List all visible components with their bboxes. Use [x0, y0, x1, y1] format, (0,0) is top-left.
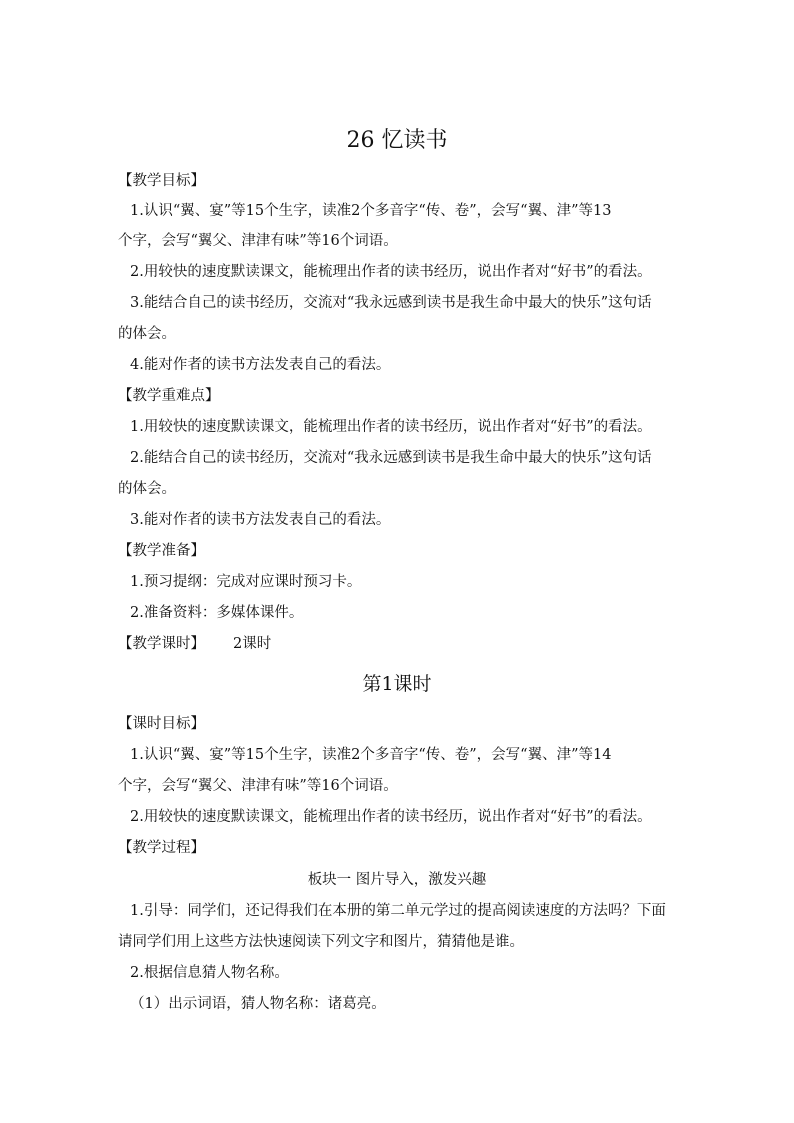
- lesson-goal-1-cont: 个字，会写“翼父、津津有味”等16个词语。: [118, 778, 398, 794]
- document-title: 26 忆读书: [346, 128, 448, 153]
- key-point-2-cont: 的体会。: [118, 481, 176, 497]
- goal-line-1: 1.认识“翼、宴”等15个生字，读准2个多音字“传、卷”，会写“翼、津”等13: [130, 203, 612, 219]
- class-hours-value: 2课时: [233, 636, 272, 652]
- section-heading-teaching-goals: 【教学目标】: [118, 173, 205, 189]
- goal-line-2: 2.用较快的速度默读课文，能梳理出作者的读书经历，说出作者对“好书”的看法。: [130, 264, 652, 280]
- goal-line-3: 3.能结合自己的读书经历，交流对“我永远感到读书是我生命中最大的快乐”这句话: [130, 295, 652, 311]
- key-point-1: 1.用较快的速度默读课文，能梳理出作者的读书经历，说出作者对“好书”的看法。: [130, 419, 652, 435]
- section-heading-class-hours: [118, 634, 720, 654]
- process-line-1: 1.引导：同学们，还记得我们在本册的第二单元学过的提高阅读速度的方法吗？下面: [130, 903, 666, 919]
- section-heading-preparation: 【教学准备】: [118, 543, 205, 559]
- process-line-3: （1）出示词语，猜人物名称：诸葛亮。: [130, 996, 386, 1012]
- prep-item-2: 2.准备资料：多媒体课件。: [130, 605, 304, 621]
- section-heading-teaching-process: 【教学过程】: [118, 840, 205, 856]
- goal-line-3-cont: 的体会。: [118, 326, 176, 342]
- process-line-1-cont: 请同学们用上这些方法快速阅读下列文字和图片，猜猜他是谁。: [118, 934, 524, 950]
- section-heading-key-points: 【教学重难点】: [118, 388, 220, 404]
- prep-item-1: 1.预习提纲：完成对应课时预习卡。: [130, 574, 362, 590]
- key-point-3: 3.能对作者的读书方法发表自己的看法。: [130, 512, 391, 528]
- section-heading-lesson-goals: 【课时目标】: [118, 716, 205, 732]
- lesson-goal-1: 1.认识“翼、宴”等15个生字，读准2个多音字“传、卷”，会写“翼、津”等14: [130, 747, 612, 763]
- block-title: 板块一 图片导入，激发兴趣: [307, 872, 487, 888]
- lesson-title: 第1课时: [362, 673, 432, 695]
- process-line-2: 2.根据信息猜人物名称。: [130, 965, 289, 981]
- goal-line-4: 4.能对作者的读书方法发表自己的看法。: [130, 357, 391, 373]
- class-hours-label: 【教学课时】: [118, 636, 205, 652]
- key-point-2: 2.能结合自己的读书经历，交流对“我永远感到读书是我生命中最大的快乐”这句话: [130, 450, 652, 466]
- goal-line-1-cont: 个字，会写“翼父、津津有味”等16个词语。: [118, 233, 398, 249]
- lesson-goal-2: 2.用较快的速度默读课文，能梳理出作者的读书经历，说出作者对“好书”的看法。: [130, 809, 652, 825]
